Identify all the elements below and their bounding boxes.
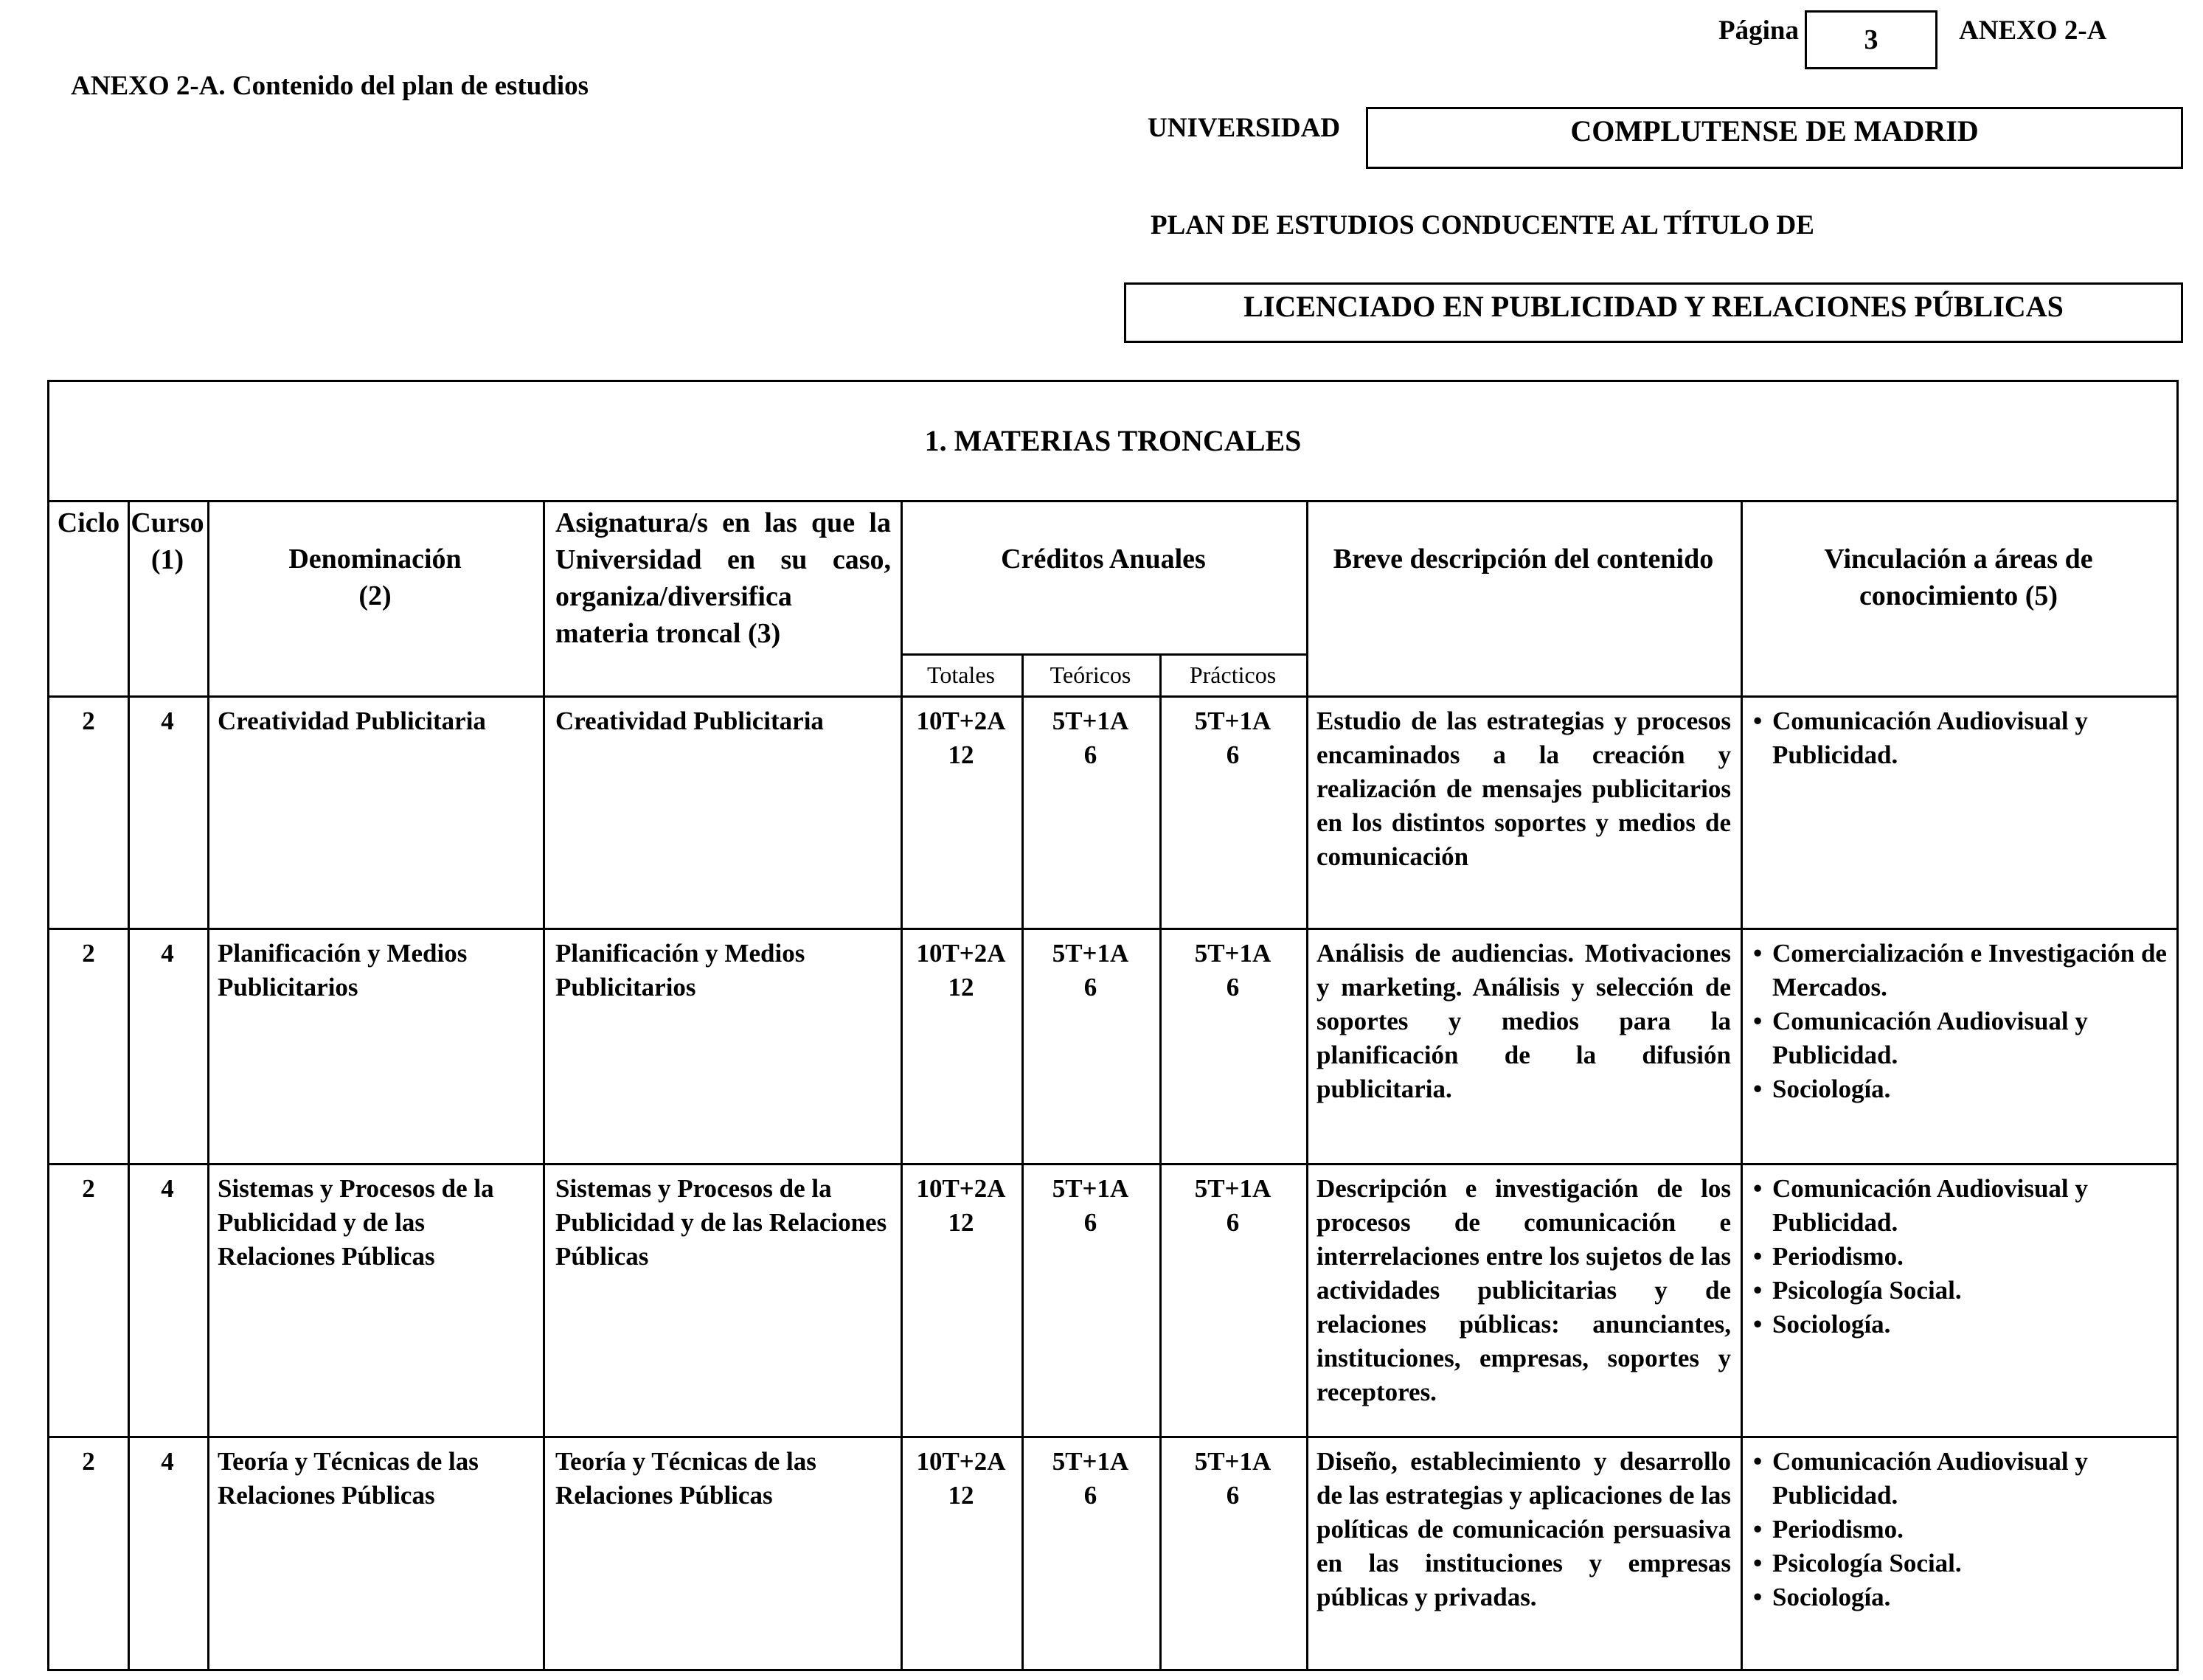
divider bbox=[1741, 500, 1743, 1669]
cell-denominacion: Planificación y Medios Publicitarios bbox=[218, 939, 468, 1002]
cell-teoricos: 5T+1A 6 bbox=[1052, 707, 1129, 769]
header-vinculacion: Vinculación a áreas de conocimiento (5) bbox=[1824, 544, 2093, 611]
annex-label: ANEXO 2-A bbox=[1959, 15, 2107, 46]
cell-totales: 10T+2A 12 bbox=[916, 707, 1006, 769]
page-number: 3 bbox=[1864, 24, 1878, 55]
divider bbox=[1021, 653, 1024, 1669]
list-item: • Sociología. bbox=[1753, 1583, 1891, 1611]
cell-ciclo: 2 bbox=[82, 1174, 95, 1203]
header-teoricos: Teóricos bbox=[1050, 662, 1131, 688]
cell-asignatura: Sistemas y Procesos de la Publicidad y de las Relaciones Públicas bbox=[555, 1174, 887, 1271]
divider bbox=[1306, 500, 1308, 1669]
cell-denominacion: Sistemas y Procesos de la Publicidad y de las Relaciones Públicas bbox=[218, 1174, 494, 1271]
cell-curso: 4 bbox=[161, 1447, 174, 1476]
cell-curso: 4 bbox=[161, 939, 174, 968]
cell-teoricos: 5T+1A 6 bbox=[1052, 1447, 1129, 1510]
header-creditos: Créditos Anuales bbox=[1001, 544, 1206, 575]
cell-descripcion: Diseño, establecimiento y desarrollo de las estrategias y aplicaciones de las políticas de comunicación persuasiva en las instituciones y empresas públicas y privadas. bbox=[1316, 1447, 1731, 1611]
divider bbox=[49, 695, 2176, 698]
areas-list bbox=[1753, 1445, 2173, 1614]
plan-label: PLAN DE ESTUDIOS CONDUCENTE AL TÍTULO DE bbox=[1151, 210, 1814, 240]
cell-practicos: 5T+1A 6 bbox=[1194, 1174, 1272, 1237]
cell-denominacion: Creatividad Publicitaria bbox=[218, 707, 486, 735]
section-title: 1. MATERIAS TRONCALES bbox=[924, 424, 1302, 457]
cell-asignatura: Creatividad Publicitaria bbox=[555, 707, 824, 735]
list-item: • Sociología. bbox=[1753, 1075, 1891, 1103]
header-ciclo: Ciclo bbox=[57, 507, 120, 538]
areas-list bbox=[1753, 937, 2173, 1106]
cell-ciclo: 2 bbox=[82, 707, 95, 735]
cell-asignatura: Teoría y Técnicas de las Relaciones Públicas bbox=[555, 1447, 816, 1510]
cell-descripcion: Descripción e investigación de los procesos de comunicación e interrelaciones entre los sujetos de las actividades publicitarias y de relaciones públicas: anunciantes, instituciones, empresas, soportes y receptores. bbox=[1316, 1174, 1731, 1406]
cell-practicos: 5T+1A 6 bbox=[1194, 707, 1272, 769]
divider bbox=[128, 500, 130, 1669]
divider bbox=[49, 928, 2176, 930]
divider bbox=[1159, 653, 1162, 1669]
page-number-box bbox=[1805, 10, 1937, 69]
cell-ciclo: 2 bbox=[82, 1447, 95, 1476]
degree-title: LICENCIADO EN PUBLICIDAD Y RELACIONES PÚBLICAS bbox=[1243, 290, 2064, 323]
areas-list bbox=[1753, 704, 2173, 772]
university-name: COMPLUTENSE DE MADRID bbox=[1570, 114, 1979, 147]
header-totales: Totales bbox=[927, 662, 995, 688]
cell-teoricos: 5T+1A 6 bbox=[1052, 1174, 1129, 1237]
cell-ciclo: 2 bbox=[82, 939, 95, 968]
cell-practicos: 5T+1A 6 bbox=[1194, 1447, 1272, 1510]
cell-curso: 4 bbox=[161, 1174, 174, 1203]
divider bbox=[543, 500, 545, 1669]
list-item: • Comunicación Audiovisual y Publicidad. bbox=[1753, 1447, 2088, 1510]
cell-teoricos: 5T+1A 6 bbox=[1052, 939, 1129, 1002]
list-item: • Psicología Social. bbox=[1753, 1276, 1962, 1305]
header-asignatura: Asignatura/s en las que la Universidad en su caso, organiza/diversifica materia troncal (3) bbox=[555, 507, 891, 649]
degree-title-box bbox=[1124, 282, 2183, 343]
divider bbox=[49, 1436, 2176, 1438]
list-item: • Comunicación Audiovisual y Publicidad. bbox=[1753, 1007, 2088, 1069]
cell-asignatura: Planificación y Medios Publicitarios bbox=[555, 939, 805, 1002]
areas-list bbox=[1753, 1172, 2173, 1341]
cell-totales: 10T+2A 12 bbox=[916, 939, 1006, 1002]
cell-descripcion: Estudio de las estrategias y procesos encaminados a la creación y realización de mensajes publicitarios en los distintos soportes y medios de comunicación bbox=[1316, 707, 1731, 871]
list-item: • Psicología Social. bbox=[1753, 1549, 1962, 1577]
list-item: • Comunicación Audiovisual y Publicidad. bbox=[1753, 1174, 2088, 1237]
list-item: • Comercialización e Investigación de Mercados. bbox=[1753, 939, 2167, 1002]
list-item: • Periodismo. bbox=[1753, 1242, 1904, 1271]
list-item: • Comunicación Audiovisual y Publicidad. bbox=[1753, 707, 2088, 769]
page-label: Página bbox=[1718, 15, 1799, 46]
cell-curso: 4 bbox=[161, 707, 174, 735]
cell-practicos: 5T+1A 6 bbox=[1194, 939, 1272, 1002]
doc-title: ANEXO 2-A. Contenido del plan de estudios bbox=[71, 71, 589, 101]
header-practicos: Prácticos bbox=[1189, 662, 1277, 688]
university-box bbox=[1366, 107, 2183, 169]
cell-descripcion: Análisis de audiencias. Motivaciones y marketing. Análisis y selección de soportes y medios para la planificación de la difusión publicitaria. bbox=[1316, 939, 1731, 1103]
header-denominacion: Denominación (2) bbox=[288, 544, 462, 611]
materias-table bbox=[47, 380, 2179, 1671]
list-item: • Sociología. bbox=[1753, 1310, 1891, 1339]
cell-totales: 10T+2A 12 bbox=[916, 1447, 1006, 1510]
university-label: UNIVERSIDAD bbox=[1148, 113, 1341, 143]
cell-totales: 10T+2A 12 bbox=[916, 1174, 1006, 1237]
list-item: • Periodismo. bbox=[1753, 1515, 1904, 1544]
cell-denominacion: Teoría y Técnicas de las Relaciones Públicas bbox=[218, 1447, 479, 1510]
divider bbox=[49, 1163, 2176, 1165]
header-descripcion: Breve descripción del contenido bbox=[1333, 544, 1714, 575]
divider bbox=[49, 500, 2176, 502]
header-curso: Curso (1) bbox=[131, 507, 204, 575]
divider bbox=[207, 500, 209, 1669]
